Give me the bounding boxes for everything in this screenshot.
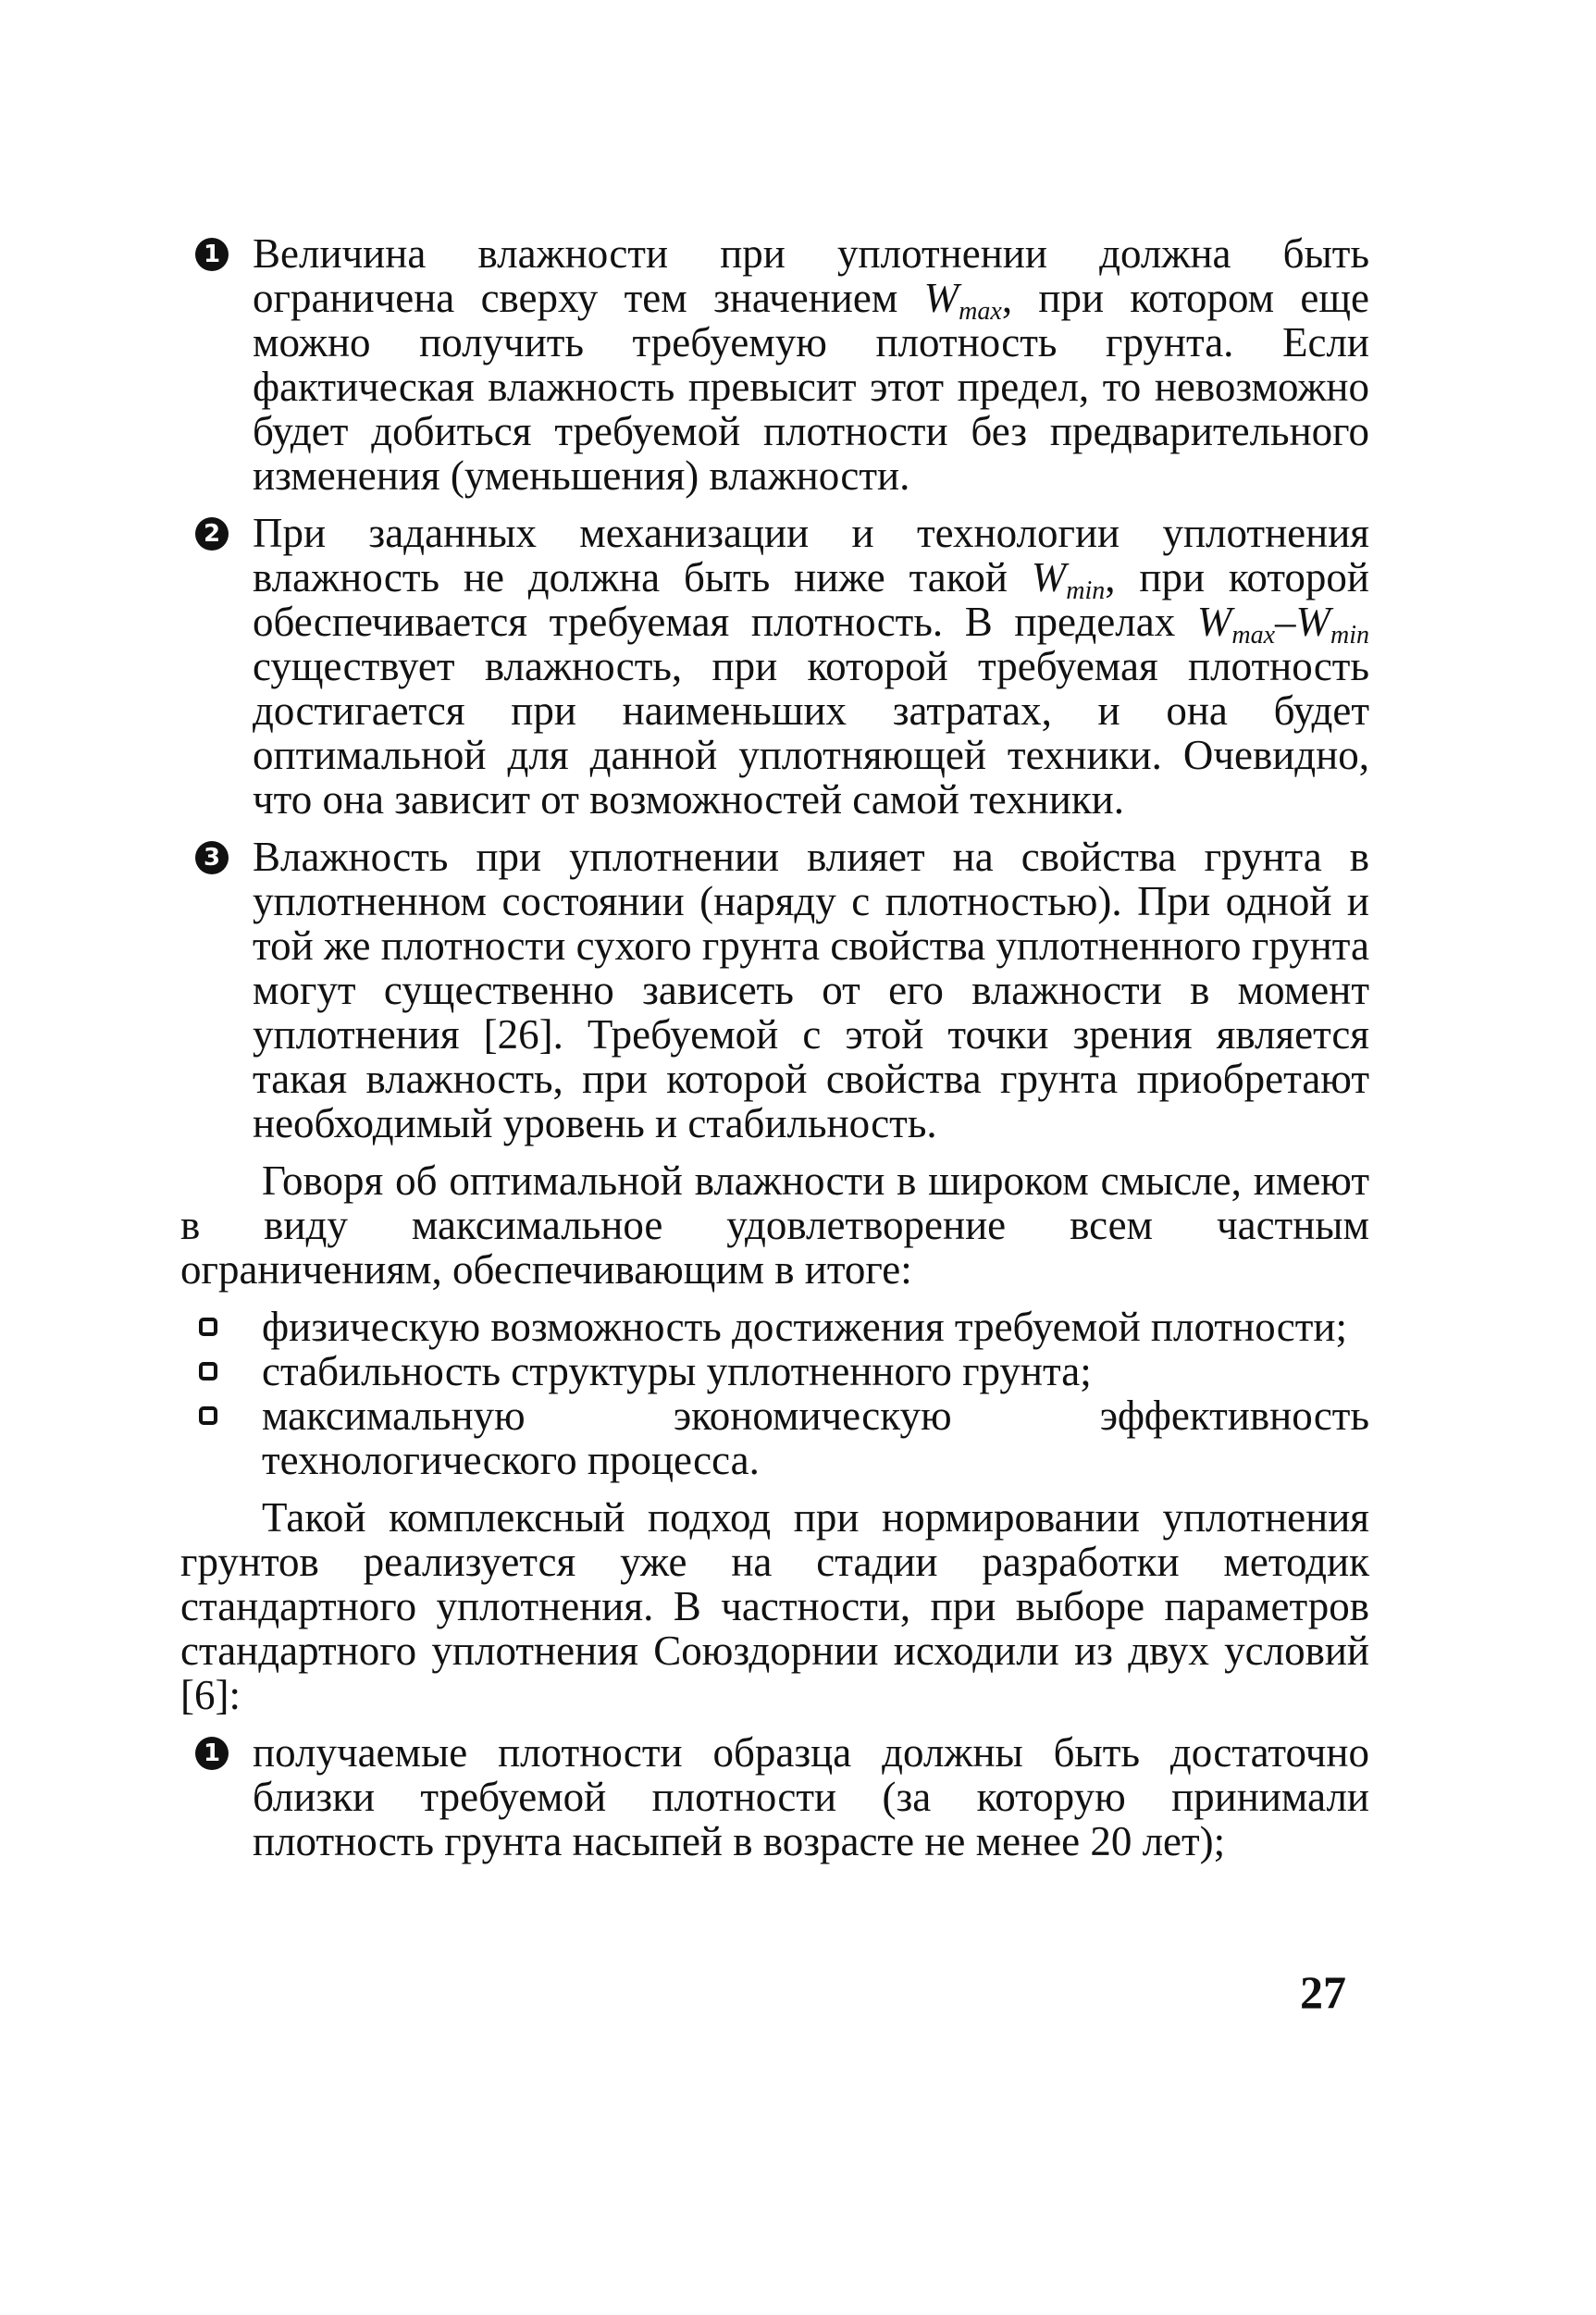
hollow-square-icon bbox=[199, 1318, 217, 1336]
bullet-item: физическую возможность достижения требуемой плотности; bbox=[180, 1305, 1369, 1349]
item-text: получаемые плотности образца должны быть достаточно близки требуемой плотности (за которую принимали плотность грунта насыпей в возрасте не менее 20 лет); bbox=[253, 1729, 1369, 1864]
numbered-item-1 bbox=[180, 231, 1369, 498]
page-number: 27 bbox=[1300, 1966, 1346, 2018]
item-text-part: существует влажность, при которой требуемая плотность достигается при наименьших затратах, и она будет оптимальной для данной уплотняющей техники. Очевидно, что она зависит от возможностей самой техники. bbox=[253, 643, 1369, 823]
bullet-item: максимальную экономическую эффективность технологического процесса. bbox=[180, 1393, 1369, 1482]
variable-range: $W_{max}-W_{min}$ bbox=[1196, 599, 1369, 650]
hollow-square-icon bbox=[199, 1406, 217, 1425]
numbered-item-3 bbox=[180, 835, 1369, 1145]
item-text-part: Величина влажности при уплотнении должна быть ограничена сверху тем значением bbox=[253, 230, 1369, 321]
item-text: Влажность при уплотнении влияет на свойства грунта в уплотненном состоянии (наряду с плотностью). При одной и той же плотности сухого грунта свойства уплотненного грунта могут существенно зависеть от его влажности в момент уплотнения [26]. Требуемой с этой точки зрения является такая влажность, при которой свойства грунта приобретают необходимый уровень и стабильность. bbox=[253, 834, 1369, 1146]
number-one-icon: 1 bbox=[195, 1737, 229, 1770]
variable-w-max: $W_{max}$ bbox=[923, 275, 1002, 326]
bullet-list bbox=[180, 1305, 1369, 1482]
numbered-item-condition-1 bbox=[180, 1730, 1369, 1863]
number-three-icon: 3 bbox=[195, 841, 229, 874]
item-text-part: При заданных механизации и технологии уплотнения влажность не должна быть ниже такой bbox=[253, 510, 1369, 600]
page-content bbox=[180, 231, 1369, 1876]
number-one-icon: 1 bbox=[195, 238, 229, 271]
item-text-part: , при котором еще можно получить требуемую плотность грунта. Если фактическая влажность превысит этот предел, то невозможно будет добиться требуемой плотности без предварительного изменения (уменьшения) влажности. bbox=[253, 275, 1369, 499]
bullet-item: стабильность структуры уплотненного грунта; bbox=[180, 1349, 1369, 1393]
paragraph: Говоря об оптимальной влажности в широком смысле, имеют в виду максимальное удовлетворение всем частным ограничениям, обеспечивающим в итоге: bbox=[180, 1158, 1369, 1293]
number-two-icon: 2 bbox=[195, 517, 229, 551]
variable-w-min: $W_{min}$ bbox=[1031, 554, 1106, 605]
numbered-item-2 bbox=[180, 511, 1369, 822]
paragraph: Такой комплексный подход при нормировании уплотнения грунтов реализуется уже на стадии разработки методик стандартного уплотнения. В частности, при выборе параметров стандартного уплотнения Союздорнии исходили из двух условий [6]: bbox=[180, 1494, 1369, 1718]
hollow-square-icon bbox=[199, 1362, 217, 1380]
item-text-part: , при которой обеспечивается требуемая плотность. В пределах bbox=[253, 554, 1369, 645]
